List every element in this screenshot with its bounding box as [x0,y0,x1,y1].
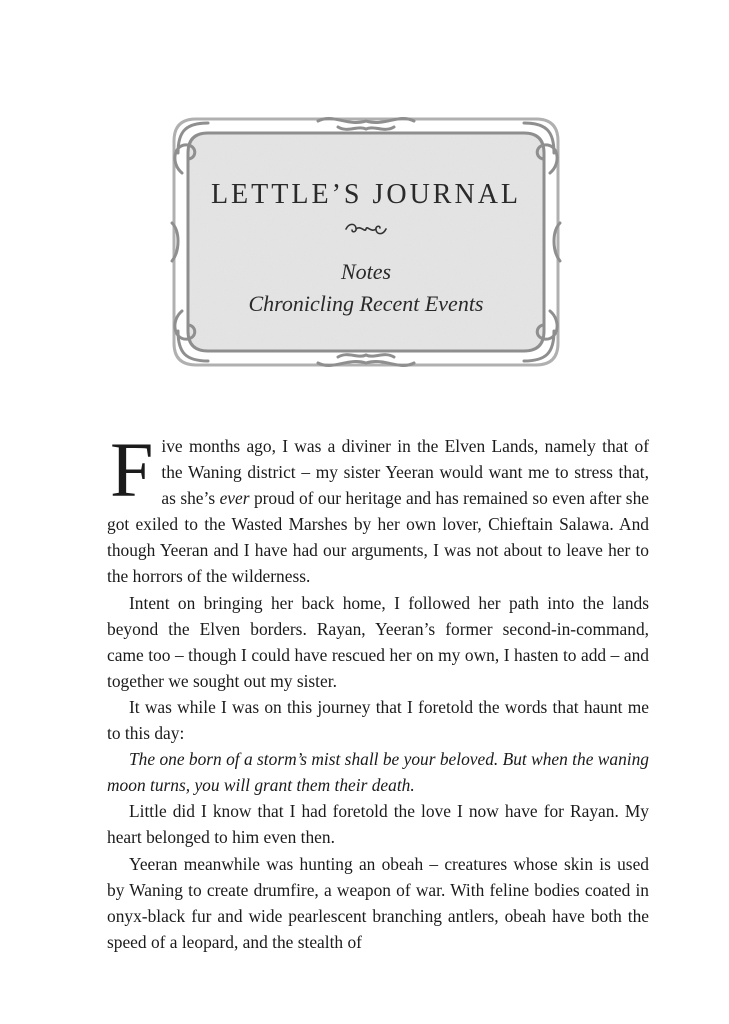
prophecy-quote: The one born of a storm’s mist shall be your beloved. But when the waning moon turns, you will grant them their death. [107,749,649,796]
plaque-subtitle-notes: Notes [340,259,392,284]
ornamental-flourish-icon [343,221,389,237]
journal-title: LETTLE’S JOURNAL [210,179,522,210]
drop-cap: F [110,426,154,513]
journal-body [107,426,649,955]
journal-title-plaque [168,113,564,371]
paragraph-1-end: proud of our heritage and has remained so even after she got exiled to the Wasted Marshes by her own lover, Chieftain Salawa. And though Yeeran and I have had our arguments, I was not about to leave her to the horrors of the wilderness. [107,488,649,587]
plaque-subtitle-chronicling: Chronicling Recent Events [248,291,484,316]
ornamental-frame [168,113,564,371]
paragraph-3: It was while I was on this journey that I foretold the words that haunt me to this day: [107,696,649,744]
paragraph-2: Intent on bringing her back home, I followed her path into the lands beyond the Elven borders. Rayan, Yeeran’s former second-in-command, came too – though I could have rescued her on my own, I hasten to add – and together we sought out my sister. [107,592,649,691]
paragraph-6: Yeeran meanwhile was hunting an obeah – creatures whose skin is used by Waning to create drumfire, a weapon of war. With feline bodies coated in onyx-black fur and wide pearlescent branching antlers, obeah have both the speed of a leopard, and the stealth of [107,853,649,952]
paragraph-1-start: ive months ago, I was a diviner in the Elven Lands, namely that of the Waning district – my sister Yeeran would want me to stress that, as she’s [161,436,649,509]
paragraph-5: Little did I know that I had foretold the love I now have for Rayan. My heart belonged to him even then. [107,801,649,848]
paragraph-1 [107,426,649,590]
emphasis-ever: ever [219,488,250,509]
